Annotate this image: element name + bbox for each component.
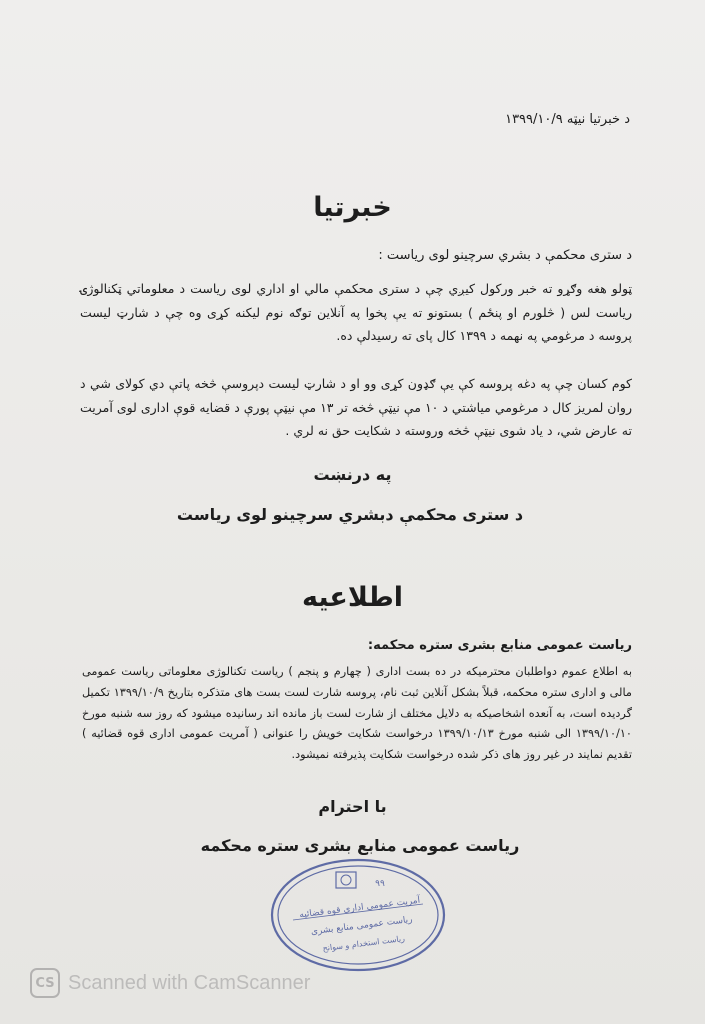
pashto-closing-regards: په درنښت xyxy=(313,465,392,484)
dari-signatory: ریاست عمومی منابع بشری ستره محکمه xyxy=(200,836,520,855)
pashto-paragraph-2: کوم کسان چې په دغه پروسه کې یې ګډون کړی وو او د شارټ لیست دپروسې څخه پاتې دي کولای شي د روان لمریز کال د مرغومي میاشتي د ۱۰ مې نیټې څخه تر ۱۳ مې نیټې پورې د قضایه قوې اداری لوی آمریت ته عارض شي، د یاد شوی نیټې څخه وروسته د شکایت حق نه لري . xyxy=(80,376,632,438)
stamp-line-3: ریاست استخدام و سوانح xyxy=(322,934,406,954)
dari-notice-address: ریاست عمومی منابع بشری ستره محکمه: xyxy=(367,638,632,653)
stamp-number: ۹۹ xyxy=(375,879,385,889)
stamp-line-2: ریاست عمومی منابع بشری xyxy=(310,914,414,938)
stamp-line-1: آمریت عمومی اداری قوه قضائیه xyxy=(298,895,421,921)
dari-paragraph: به اطلاع عموم دواطلبان محترمیکه در ده بست اداری ( چهارم و پنجم ) ریاست تکنالوژی معلوماتی ریاست عمومی مالی و اداری ستره محکمه، قبلاً بشکل آنلاین ثبت نام، پروسه شارت لست بست های متذکره بتاریخ ۱۳۹۹/۱۰/۹ تکمیل گردیده است، به آنعده اشخاصیکه به دلایل مختلف از شارت لست باز مانده اند رسانیده میشود که روز سه شنبه مورخ ۱۳۹۹/۱۰/۱۰ الی شنبه مورخ ۱۳۹۹/۱۰/۱۳ درخواست شکایت خویش را عنوانی ( آمریت عمومی اداری قوه قضائیه ) تقدیم نمایند در غیر روز های ذکر شده درخواست شکایت پذیرفته نمیشود. xyxy=(82,665,632,762)
official-stamp xyxy=(268,856,448,974)
pashto-signatory: د ستری محکمې دبشري سرچینو لوی ریاست xyxy=(176,505,524,524)
notice-date: د خبرتیا نیټه ۱۳۹۹/۱۰/۹ xyxy=(505,112,630,127)
camscanner-logo-icon: CS xyxy=(30,968,60,998)
dari-notice-title: اطلاعیه xyxy=(301,582,404,613)
pashto-paragraph-1: ټولو هغه وګړو ته خبر ورکول کیږي چې د ستری محکمې مالي او اداري لوی ریاست د معلوماتي ټکنالوژۍ ریاست لس ( څلورم او پنځم ) بستونو ته یې پخوا په آنلاین توګه نوم لیکنه کړی وه چې د شارټ لیست پروسه د مرغومي په نهمه د ۱۳۹۹ کال پای ته رسیدلې ده. xyxy=(80,281,632,343)
dari-closing-regards: با احترام xyxy=(318,797,387,816)
camscanner-watermark xyxy=(30,968,310,998)
camscanner-watermark-text: Scanned with CamScanner xyxy=(68,971,311,994)
pashto-notice-title: خبرتیا xyxy=(313,192,392,223)
pashto-notice-address: د ستری محکمې د بشري سرچینو لوی ریاست : xyxy=(378,248,632,263)
